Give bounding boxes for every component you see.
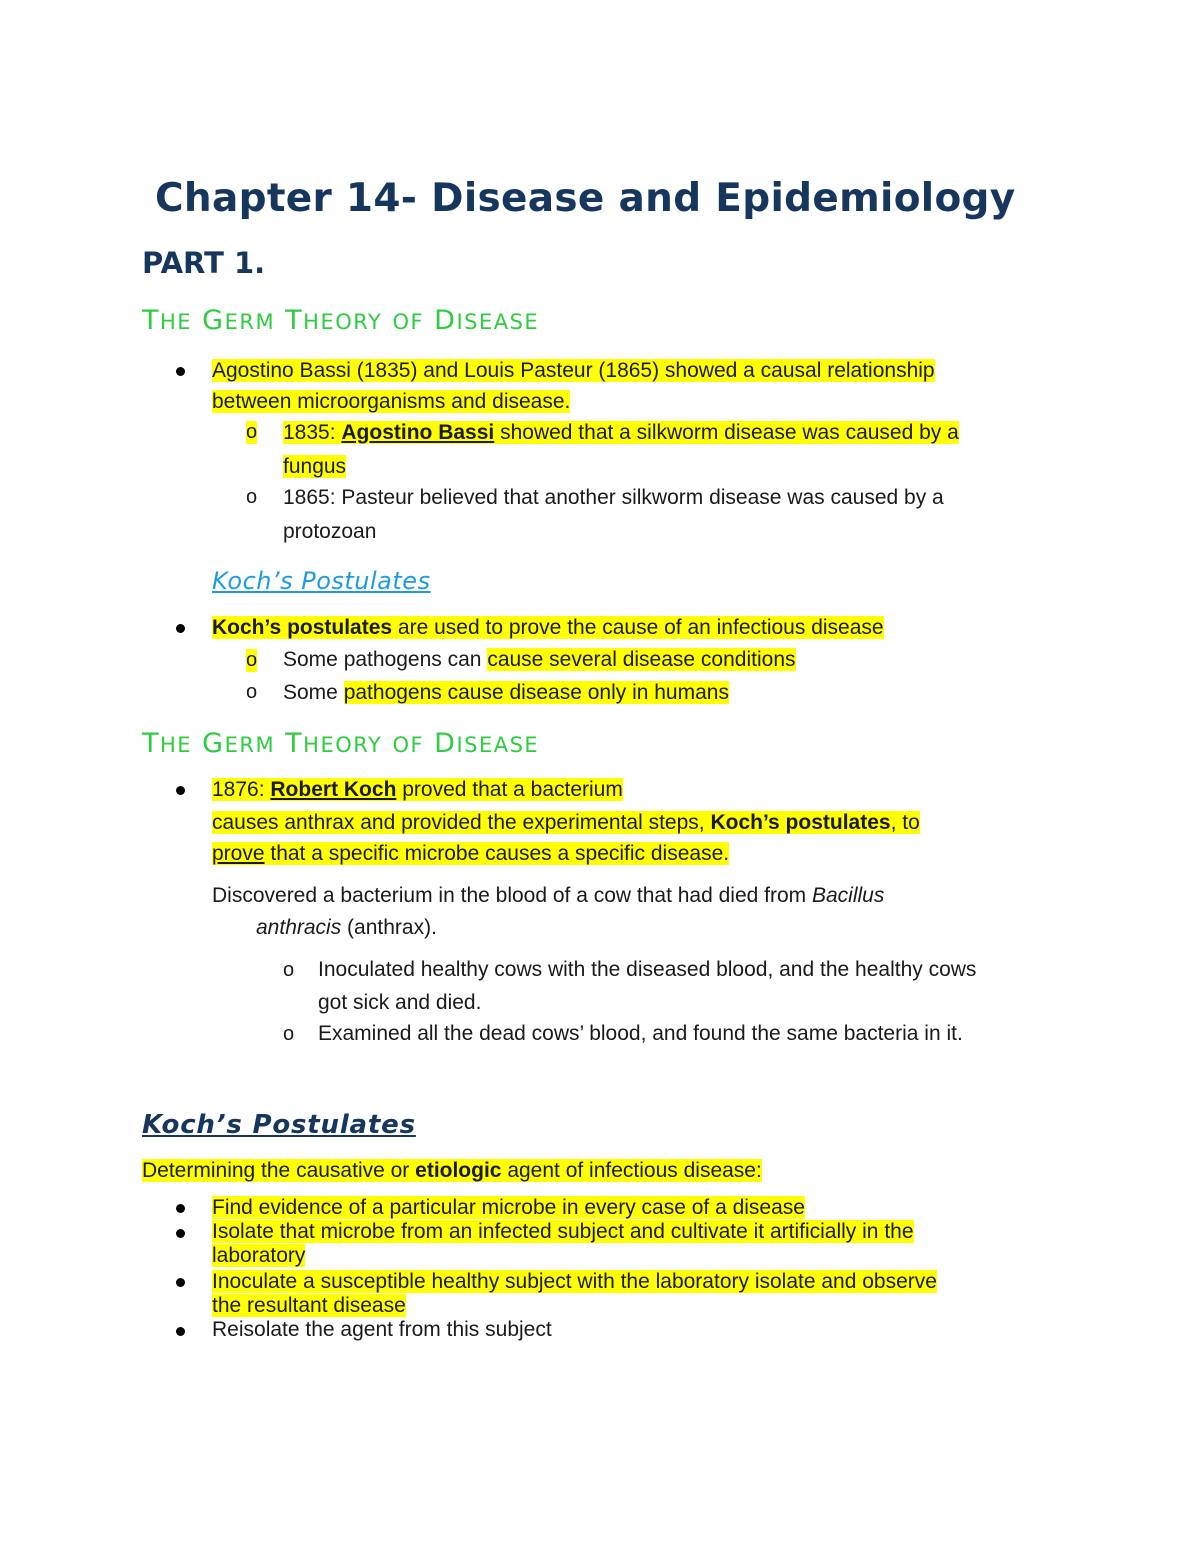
part-heading: PART 1. [142,246,266,280]
sub-list-item: Some pathogens cause disease only in humans [283,681,729,704]
sub-list-item: Some pathogens can cause several disease conditions [283,648,796,671]
sub-bullet-icon: o [246,421,258,443]
paragraph-text-continuation: anthracis (anthrax). [256,916,437,939]
list-item: Isolate that microbe from an infected subject and cultivate it artificially in the [212,1220,914,1243]
list-item: Inoculate a susceptible healthy subject with the laboratory isolate and observe [212,1270,937,1293]
sub-bullet-icon: o [283,1023,295,1045]
list-item: Find evidence of a particular microbe in every case of a disease [212,1196,805,1219]
paragraph-text: Discovered a bacterium in the blood of a cow that had died from Bacillus [212,884,885,907]
intro-text: Determining the causative or etiologic agent of infectious disease: [142,1159,762,1182]
list-item: Reisolate the agent from this subject [212,1318,552,1341]
sub-list-item: Inoculated healthy cows with the diseased blood, and the healthy cows [318,958,977,981]
list-item: Agostino Bassi (1835) and Louis Pasteur (1865) showed a causal relationship [212,359,935,382]
sub-list-item-continuation: protozoan [283,520,377,543]
bullet-icon [176,367,185,376]
sub-bullet-icon: o [246,486,258,508]
bullet-icon [176,786,185,795]
sub-list-item: 1835: Agostino Bassi showed that a silkworm disease was caused by a [283,421,959,444]
bullet-icon [176,624,185,633]
sub-list-item: Examined all the dead cows’ blood, and found the same bacteria in it. [318,1022,963,1045]
list-item-continuation: between microorganisms and disease. [212,390,571,413]
kochs-postulates-link[interactable]: Koch’s Postulates [212,567,431,595]
kochs-postulates-heading: Koch’s Postulates [142,1110,416,1140]
sub-list-item-continuation: got sick and died. [318,991,482,1014]
page-title: Chapter 14- Disease and Epidemiology [155,176,1016,221]
list-item-continuation: prove that a specific microbe causes a specific disease. [212,842,730,865]
list-item-continuation: causes anthrax and provided the experimental steps, Koch’s postulates, to [212,811,920,834]
bullet-icon [176,1229,185,1238]
list-item-continuation: the resultant disease [212,1294,406,1317]
sub-bullet-icon: o [283,959,295,981]
list-item: Koch’s postulates are used to prove the cause of an infectious disease [212,616,884,639]
sub-list-item-continuation: fungus [283,455,347,478]
list-item-continuation: laboratory [212,1244,306,1267]
sub-bullet-icon: o [246,649,258,671]
bullet-icon [176,1278,185,1287]
sub-list-item: 1865: Pasteur believed that another silkworm disease was caused by a [283,486,944,509]
bullet-icon [176,1327,185,1336]
germ-theory-heading-1: THE GERM THEORY OF DISEASE [142,305,540,336]
sub-bullet-icon: o [246,681,258,703]
bullet-icon [176,1204,185,1213]
germ-theory-heading-2: THE GERM THEORY OF DISEASE [142,728,540,759]
list-item: 1876: Robert Koch proved that a bacterium [212,778,623,801]
